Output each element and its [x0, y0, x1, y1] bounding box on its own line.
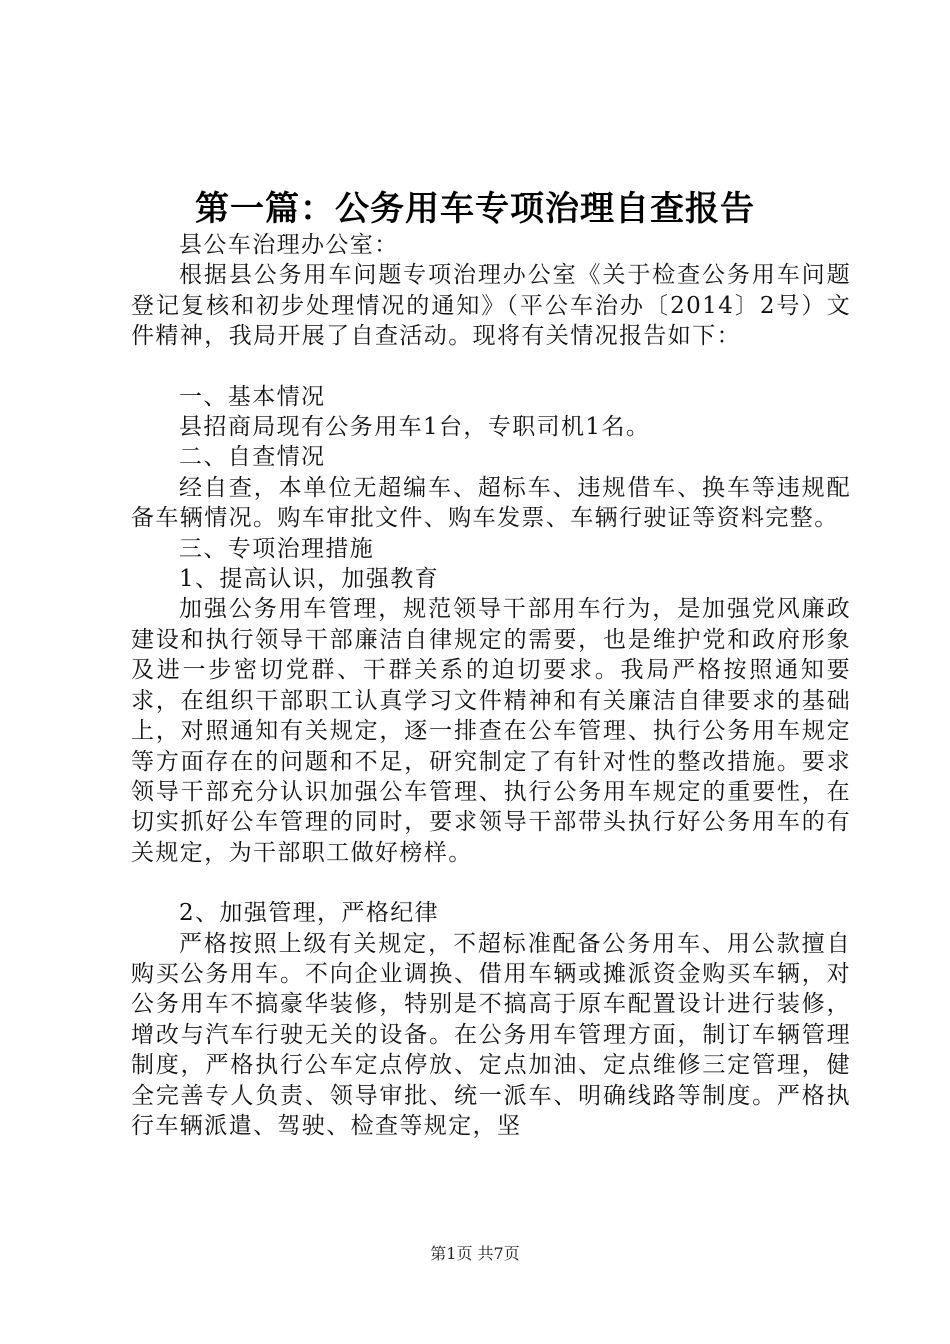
- management-paragraph: 严格按照上级有关规定，不超标准配备公务用车、用公款擅自购买公务用车。不向企业调换、借用车辆或摊派资金购买车辆，对公务用车不搞豪华装修，特别是不搞高于原车配置设计进行装修，增改与汽车行驶无关的设备。在公务用车管理方面，制订车辆管理制度，严格执行公车定点停放、定点加油、定点维修三定管理，健全完善专人负责、领导审批、统一派车、明确线路等制度。严格执行车辆派遣、驾驶、检查等规定，坚: [131, 930, 851, 1139]
- section-heading-basic: 一、基本情况: [179, 383, 326, 410]
- self-check-paragraph: 经自查，本单位无超编车、超标车、违规借车、换车等违规配备车辆情况。购车审批文件、购车发票、车辆行驶证等资料完整。: [131, 474, 851, 532]
- basic-paragraph: 县招商局现有公务用车1台，专职司机1名。: [179, 414, 651, 441]
- page-footer: 第1页 共7页: [430, 1244, 520, 1263]
- subheading-management: 2、加强管理，严格纪律: [179, 900, 440, 927]
- section-heading-self-check: 二、自查情况: [179, 444, 326, 471]
- document-body: [131, 230, 851, 1141]
- intro-paragraph: 根据县公务用车问题专项治理办公室《关于检查公务用车问题登记复核和初步处理情况的通知》（平公车治办〔2014〕2号）文件精神，我局开展了自查活动。现将有关情况报告如下：: [131, 262, 851, 350]
- awareness-paragraph: 加强公务用车管理，规范领导干部用车行为，是加强党风廉政建设和执行领导干部廉洁自律规定的需要，也是维护党和政府形象及进一步密切党群、干群关系的迫切要求。我局严格按照通知要求，在组织干部职工认真学习文件精神和有关廉洁自律要求的基础上，对照通知有关规定，逐一排查在公车管理、执行公务用车规定等方面存在的问题和不足，研究制定了有针对性的整改措施。要求领导干部充分认识加强公车管理、执行公务用车规定的重要性，在切实抓好公车管理的同时，要求领导干部带头执行好公务用车的有关规定，为干部职工做好榜样。: [131, 596, 851, 866]
- salutation: 县公车治理办公室：: [179, 232, 399, 258]
- subheading-awareness: 1、提高认识，加强教育: [179, 566, 440, 593]
- document-title: 第一篇：公务用车专项治理自查报告: [195, 189, 755, 229]
- section-heading-measures: 三、专项治理措施: [179, 535, 375, 562]
